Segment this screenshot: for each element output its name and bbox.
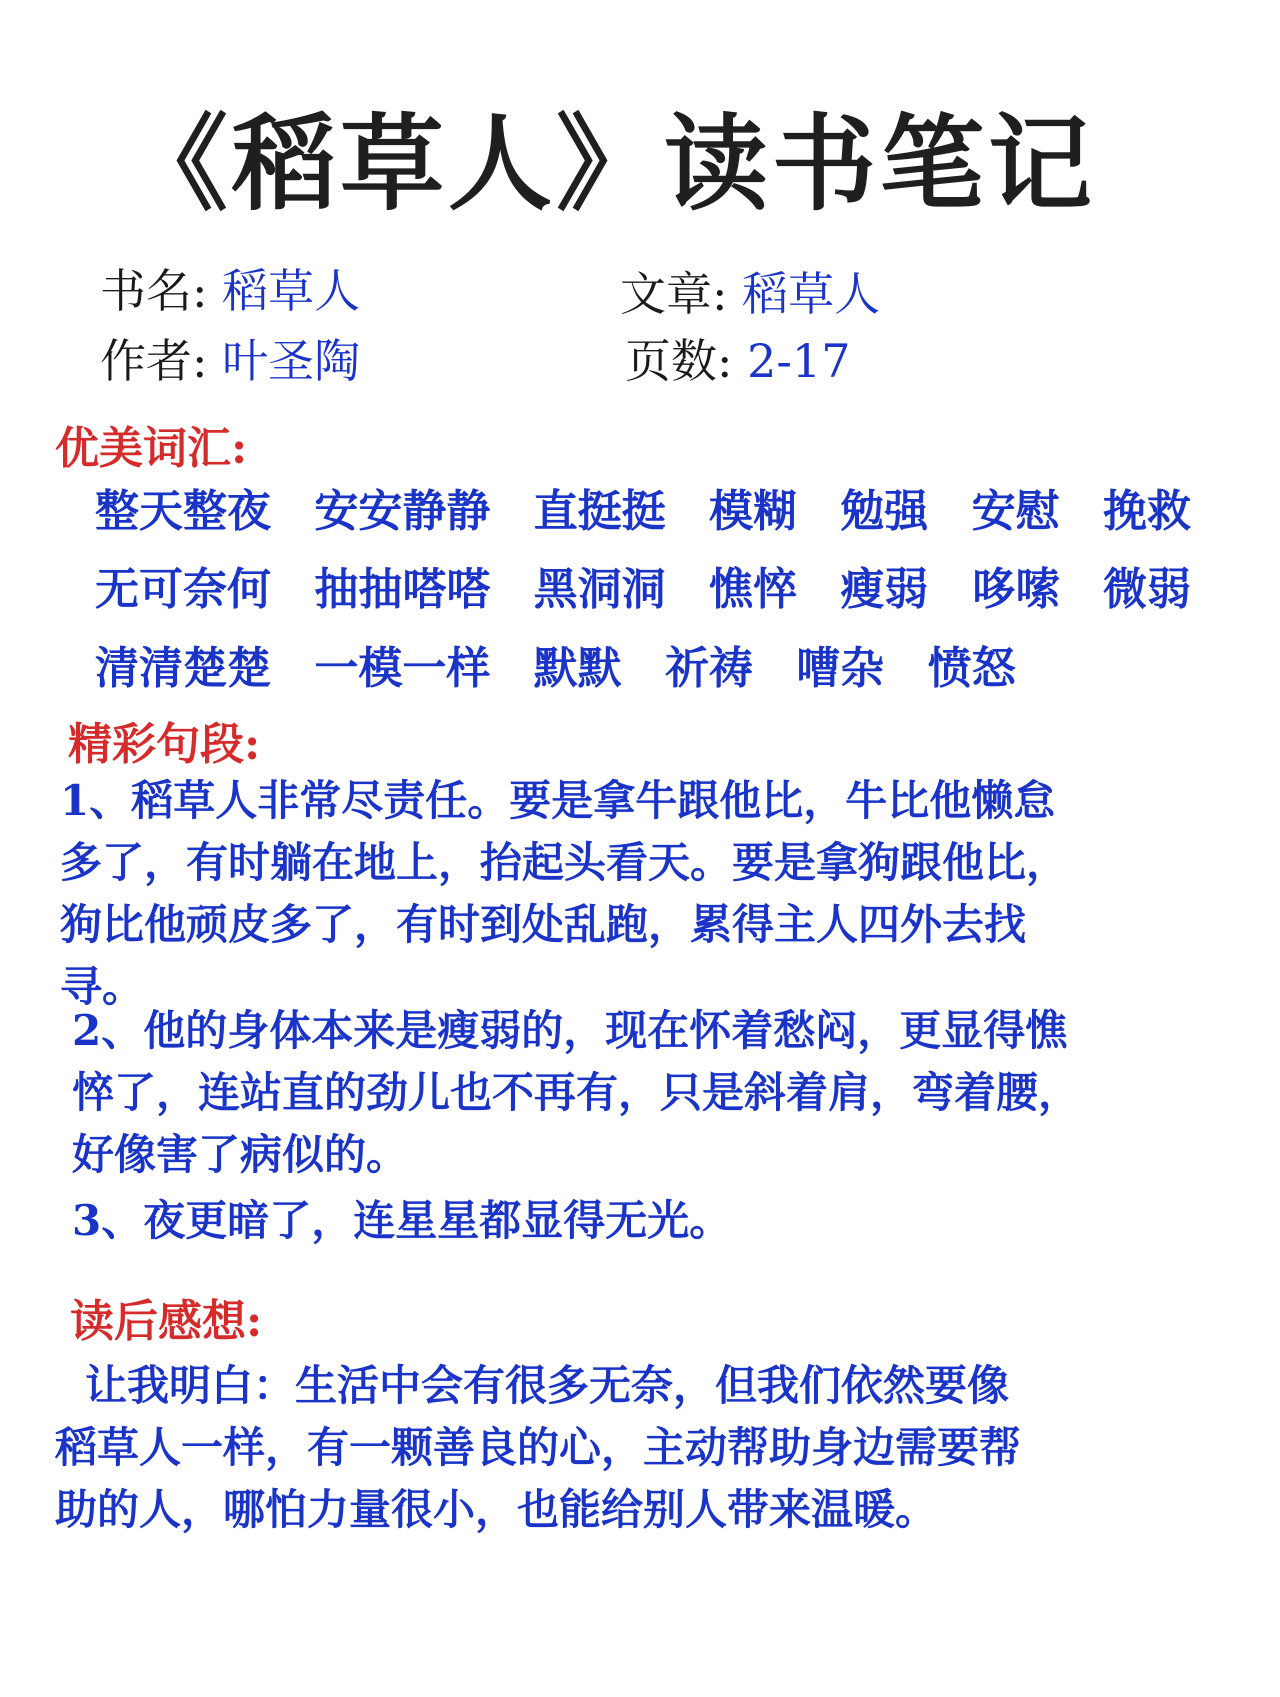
author-value: 叶圣陶: [222, 334, 361, 388]
vocab-word: 挽救: [1102, 486, 1191, 537]
author-label: 作者:: [100, 334, 208, 388]
sentences-heading: 精彩句段:: [68, 719, 261, 770]
vocab-word: 哆嗦: [971, 564, 1060, 615]
paragraph-line: 2、他的身体本来是瘦弱的，现在怀着愁闷，更显得憔: [72, 1006, 1068, 1055]
vocab-word: 一模一样: [314, 643, 491, 694]
vocab-word: 抽抽嗒嗒: [314, 564, 491, 615]
paragraph-line: 让我明白：生活中会有很多无奈，但我们依然要像: [85, 1361, 1010, 1410]
sentence-paragraph-1: [60, 770, 1068, 1018]
vocab-word: 安安静静: [314, 486, 491, 537]
paragraph-line: 稻草人一样，有一颗善良的心，主动帮助身边需要帮: [55, 1423, 1022, 1472]
info-article: [620, 258, 880, 324]
vocab-word: 整天整夜: [95, 486, 271, 537]
vocab-word: 安慰: [971, 486, 1060, 537]
vocab-word: 模糊: [708, 486, 797, 537]
vocab-word: 黑洞洞: [533, 564, 666, 615]
vocab-heading: 优美词汇:: [55, 423, 248, 474]
info-author: [100, 325, 360, 391]
vocab-word: 清清楚楚: [95, 643, 271, 694]
vocab-word: 嘈杂: [796, 643, 885, 694]
book-label: 书名:: [100, 264, 208, 318]
vocab-row-1: [95, 475, 1219, 539]
thoughts-heading: 读后感想:: [70, 1296, 263, 1347]
vocab-word: 直挺挺: [533, 486, 666, 537]
sentence-paragraph-2: [72, 1000, 1080, 1186]
vocab-word: 勉强: [840, 486, 929, 537]
article-value: 稻草人: [742, 267, 881, 321]
vocab-row-2: [95, 553, 1219, 617]
article-label: 文章:: [620, 267, 728, 321]
paragraph-line: 悴了，连站直的劲儿也不再有，只是斜着肩，弯着腰，: [72, 1068, 1081, 1117]
info-pages: [625, 325, 850, 391]
paragraph-line: 1、稻草人非常尽责任。要是拿牛跟他比，牛比他懒怠: [60, 776, 1056, 825]
paragraph-line: 3、夜更暗了，连星星都显得无光。: [72, 1196, 732, 1245]
page-title: 《稻草人》读书笔记: [123, 103, 1096, 225]
info-book: [100, 255, 360, 321]
vocab-word: 憔悴: [708, 564, 797, 615]
vocab-word: 祈祷: [664, 643, 753, 694]
vocab-row-3: [95, 632, 1044, 696]
vocab-word: 愤怒: [927, 643, 1016, 694]
vocab-word: 无可奈何: [95, 564, 271, 615]
paragraph-line: 狗比他顽皮多了，有时到处乱跑，累得主人四外去找: [60, 900, 1027, 949]
paragraph-line: 助的人，哪怕力量很小，也能给别人带来温暖。: [55, 1485, 938, 1534]
vocab-word: 默默: [533, 643, 622, 694]
vocab-word: 微弱: [1102, 564, 1191, 615]
vocab-word: 瘦弱: [840, 564, 929, 615]
paragraph-line: 好像害了病似的。: [72, 1130, 409, 1179]
pages-label: 页数:: [625, 334, 733, 388]
sentence-paragraph-3: [72, 1190, 731, 1252]
paragraph-line: 多了，有时躺在地上，抬起头看天。要是拿狗跟他比，: [60, 838, 1069, 887]
thoughts-paragraph: [55, 1355, 1021, 1541]
paragraph-line: 寻。: [60, 962, 145, 1011]
book-value: 稻草人: [222, 264, 361, 318]
pages-value: 2-17: [747, 334, 851, 388]
